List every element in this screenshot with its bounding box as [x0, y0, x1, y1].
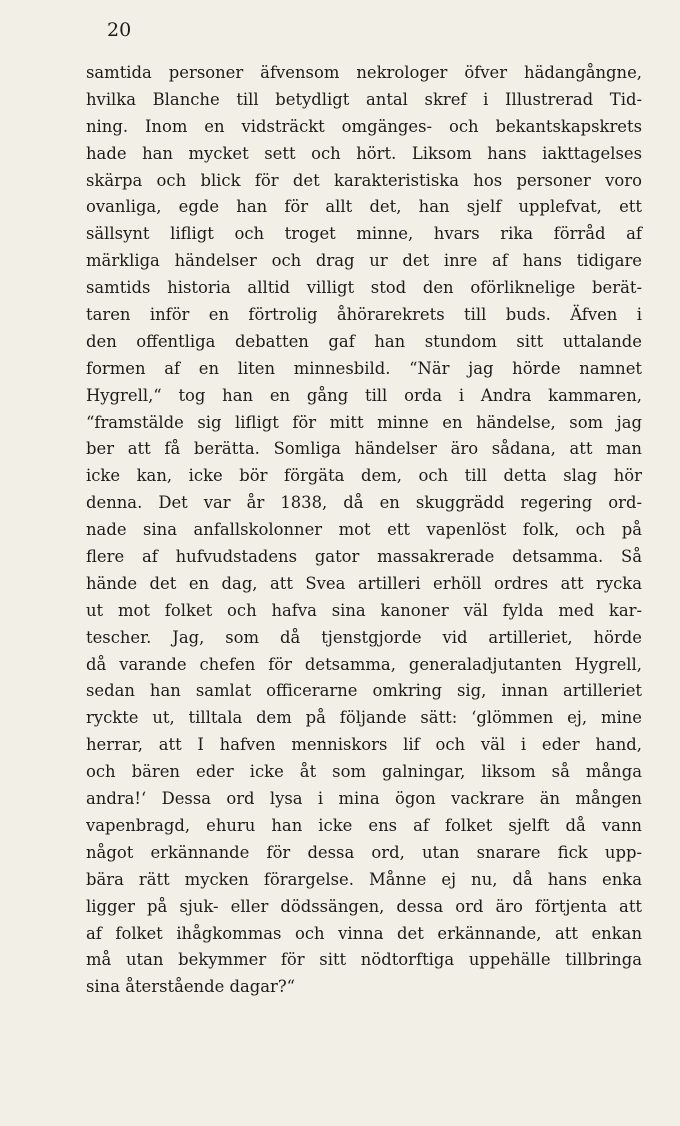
text-line: samtids historia alltid villigt stod den oförliknelige berät- — [86, 278, 642, 298]
text-line: sedan han samlat officerarne omkring sig, innan artilleriet — [86, 681, 642, 701]
text-line: herrar, att I hafven menniskors lif och väl i eder hand, — [86, 735, 642, 755]
text-line: af folket ihågkommas och vinna det erkännande, att enkan — [86, 923, 642, 943]
text-line: sällsynt lifligt och troget minne, hvars rika förråd af — [86, 224, 642, 244]
text-line: och bären eder icke åt som galningar, liksom så många — [86, 762, 642, 782]
text-line: bära rätt mycken förargelse. Månne ej nu, då hans enka — [86, 869, 642, 889]
text-line: ligger på sjuk- eller dödssängen, dessa ord äro förtjenta att — [86, 896, 642, 916]
text-line-last: sina återstående dagar?“ — [86, 977, 296, 997]
text-line: Hygrell,“ tog han en gång till orda i Andra kammaren, — [86, 385, 642, 405]
body-text — [86, 60, 642, 1001]
text-line: formen af en liten minnesbild. “När jag hörde namnet — [86, 358, 642, 378]
text-line: hvilka Blanche till betydligt antal skref i Illustrerad Tid- — [86, 89, 642, 109]
text-line: samtida personer äfvensom nekrologer öfver hädangångne, — [86, 63, 642, 82]
text-line: andra!‘ Dessa ord lysa i mina ögon vackrare än mången — [86, 789, 642, 809]
text-line: ber att få berätta. Somliga händelser äro sådana, att man — [86, 439, 642, 459]
text-line: vapenbragd, ehuru han icke ens af folket sjelft då vann — [86, 815, 642, 835]
text-line: denna. Det var år 1838, då en skuggrädd regering ord- — [86, 493, 642, 513]
text-line: taren inför en förtrolig åhörarekrets till buds. Äfven i — [86, 305, 642, 325]
text-line: ryckte ut, tilltala dem på följande sätt: ‘glömmen ej, mine — [86, 708, 642, 728]
text-line: må utan bekymmer för sitt nödtorftiga uppehälle tillbringa — [86, 950, 642, 970]
text-line: hände det en dag, att Svea artilleri erhöll ordres att rycka — [86, 573, 642, 593]
text-line: tescher. Jag, som då tjenstgjorde vid artilleriet, hörde — [86, 627, 642, 647]
text-line: då varande chefen för detsamma, generaladjutanten Hygrell, — [86, 654, 642, 674]
text-line: ut mot folket och hafva sina kanoner väl fylda med kar- — [86, 600, 642, 620]
text-line: “framstälde sig lifligt för mitt minne en händelse, som jag — [86, 412, 642, 432]
text-line: märkliga händelser och drag ur det inre af hans tidigare — [86, 251, 642, 271]
page-number: 20 — [107, 19, 132, 41]
text-line: skärpa och blick för det karakteristiska hos personer voro — [86, 170, 642, 190]
text-line: flere af hufvudstadens gator massakrerade detsamma. Så — [86, 547, 642, 567]
text-line: något erkännande för dessa ord, utan snarare fick upp- — [86, 842, 642, 862]
text-line: ning. Inom en vidsträckt omgänges- och bekantskapskrets — [86, 116, 642, 136]
text-line: icke kan, icke bör förgäta dem, och till detta slag hör — [86, 466, 642, 486]
text-line: ovanliga, egde han för allt det, han sjelf upplefvat, ett — [86, 197, 642, 217]
text-line: nade sina anfallskolonner mot ett vapenlöst folk, och på — [86, 520, 642, 540]
text-line: den offentliga debatten gaf han stundom sitt uttalande — [86, 331, 642, 351]
text-line: hade han mycket sett och hört. Liksom hans iakttagelses — [86, 143, 642, 163]
